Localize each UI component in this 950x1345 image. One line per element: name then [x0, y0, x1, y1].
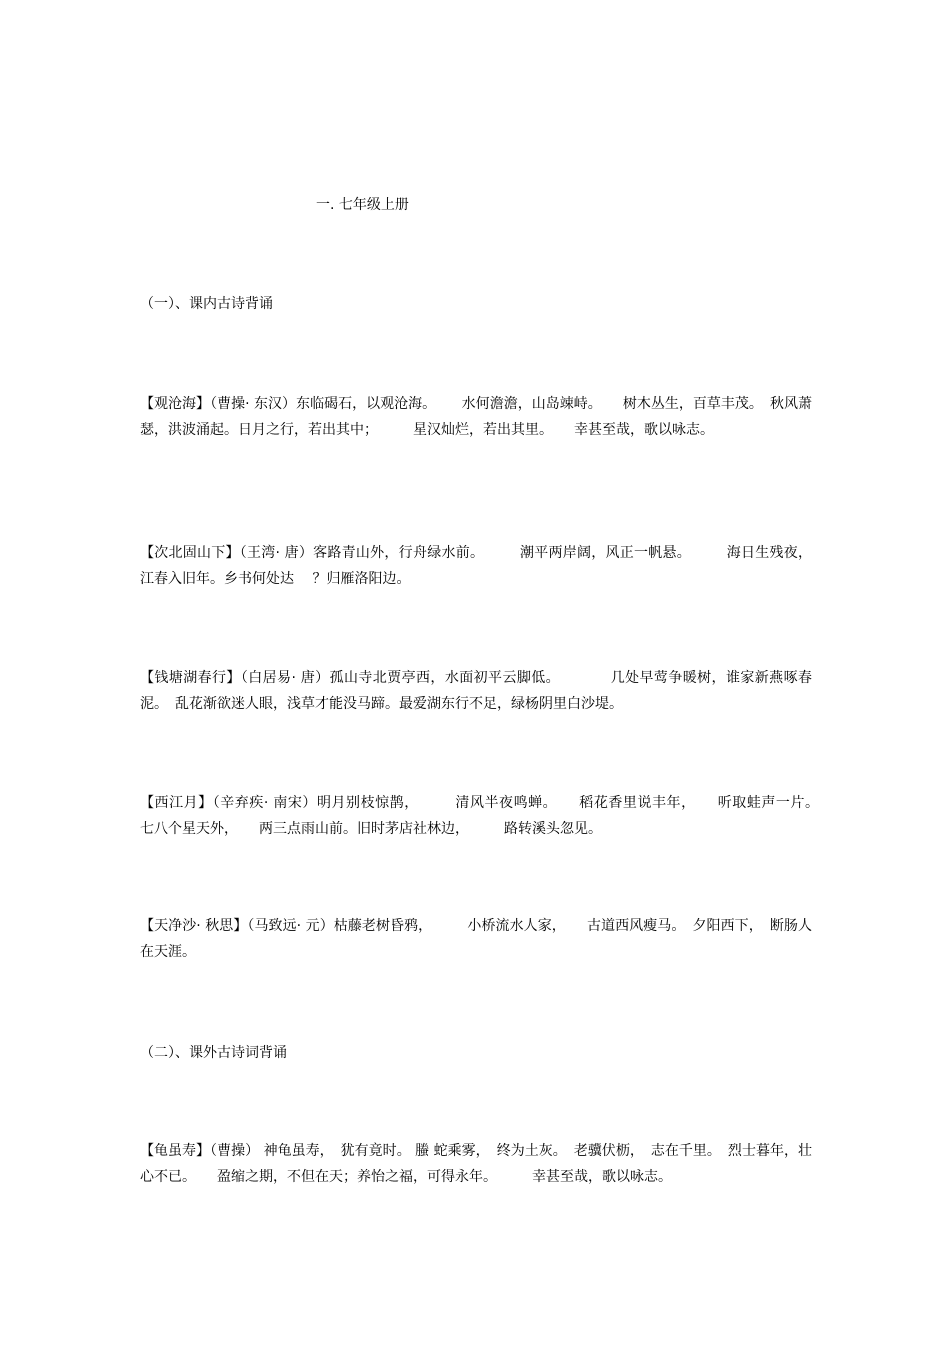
- poem-xi-jiang-yue: 【西江月】（辛弃疾· 南宋）明月别枝惊鹊， 清风半夜鸣蝉。 稻花香里说丰年， 听取蛙声一片。 七八个星天外， 两三点雨山前。旧时茅店社林边， 路转溪头忽见。: [140, 795, 826, 837]
- section-heading-in-class-poems: （一）、课内古诗背诵: [140, 296, 273, 312]
- poem-qian-tang-hu-chun-xing: 【钱塘湖春行】（白居易· 唐）孤山寺北贾亭西，水面初平云脚低。 几处早莺争暖树，谁家新燕啄春泥。 乱花渐欲迷人眼，浅草才能没马蹄。最爱湖东行不足，绿杨阴里白沙堤。: [140, 670, 812, 712]
- section-heading-extracurricular-poems: （二）、课外古诗词背诵: [140, 1045, 287, 1061]
- poem-ci-bei-gu-shan-xia: 【次北固山下】（王湾· 唐）客路青山外，行舟绿水前。 潮平两岸阔，风正一帆悬。 海日生残夜，江春入旧年。乡书何处达 ？归雁洛阳边。: [140, 545, 812, 587]
- poem-guan-cang-hai: 【观沧海】（曹操· 东汉）东临碣石，以观沧海。 水何澹澹，山岛竦峙。 树木丛生，百草丰茂。 秋风萧瑟，洪波涌起。日月之行，若出其中； 星汉灿烂，若出其里。 幸甚至哉，歌以咏志。: [140, 396, 812, 438]
- document-title: 一. 七年级上册: [316, 197, 409, 213]
- poem-gui-sui-shou: 【龟虽寿】（曹操） 神龟虽寿， 犹有竟时。 螣 蛇乘雾， 终为土灰。 老骥伏枥， 志在千里。 烈士暮年，壮心不已。 盈缩之期，不但在天；养怡之福，可得永年。 幸甚至哉，歌以咏志。: [140, 1143, 812, 1185]
- poem-tian-jing-sha-qiu-si: 【天净沙· 秋思】（马致远· 元）枯藤老树昏鸦， 小桥流水人家， 古道西风瘦马。 夕阳西下， 断肠人在天涯。: [140, 918, 812, 960]
